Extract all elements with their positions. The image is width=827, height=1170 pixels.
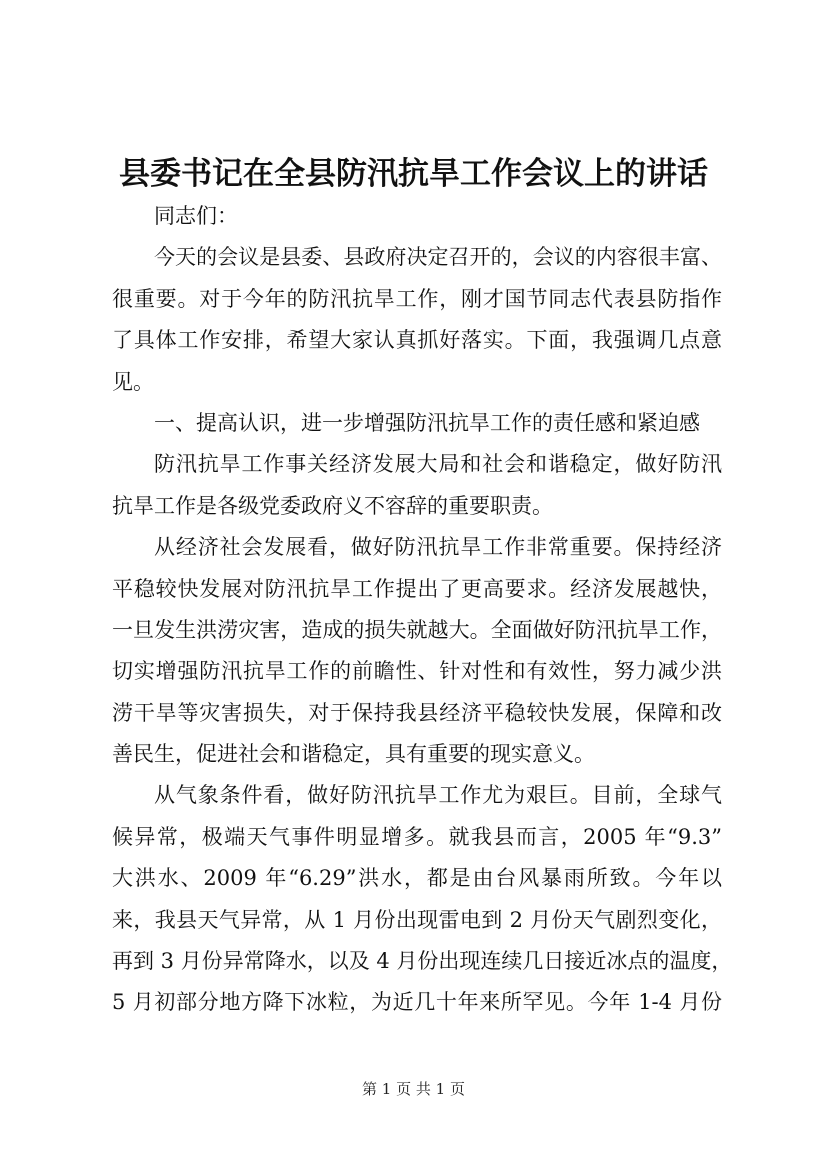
paragraph-line: 今天的会议是县委、县政府决定召开的，会议的内容很丰富、 — [154, 245, 722, 270]
salutation-line: 同志们： — [154, 204, 238, 228]
paragraph-line: 抗旱工作是各级党委政府义不容辞的重要职责。 — [112, 493, 553, 518]
paragraph-line: 候异常，极端天气事件明显增多。就我县而言，2005 年“9.3” — [112, 824, 722, 849]
paragraph-line: 从经济社会发展看，做好防汛抗旱工作非常重要。保持经济 — [154, 535, 722, 560]
paragraph-line: 5 月初部分地方降下冰粒，为近几十年来所罕见。今年 1-4 月份 — [112, 990, 722, 1015]
paragraph-line: 来，我县天气异常，从 1 月份出现雷电到 2 月份天气剧烈变化， — [112, 907, 722, 932]
paragraph-line: 平稳较快发展对防汛抗旱工作提出了更高要求。经济发展越快， — [112, 576, 722, 601]
document-body — [112, 196, 733, 1024]
paragraph-line: 善民生，促进社会和谐稳定，具有重要的现实意义。 — [112, 742, 595, 767]
paragraph-line: 从气象条件看，做好防汛抗旱工作尤为艰巨。目前，全球气 — [154, 783, 722, 808]
section-heading: 一、提高认识，进一步增强防汛抗旱工作的责任感和紧迫感 — [154, 410, 700, 435]
paragraph-line: 切实增强防汛抗旱工作的前瞻性、针对性和有效性，努力减少洪 — [112, 659, 722, 684]
paragraph-line: 防汛抗旱工作事关经济发展大局和社会和谐稳定，做好防汛 — [154, 452, 722, 477]
paragraph-line: 见。 — [112, 369, 154, 394]
paragraph-line: 大洪水、2009 年“6.29”洪水，都是由台风暴雨所致。今年以 — [112, 866, 722, 891]
paragraph-line: 涝干旱等灾害损失，对于保持我县经济平稳较快发展，保障和改 — [112, 700, 722, 725]
paragraph-line: 一旦发生洪涝灾害，造成的损失就越大。全面做好防汛抗旱工作， — [112, 617, 722, 642]
page-number-footer: 第 1 页 共 1 页 — [362, 1080, 465, 1098]
document-title: 县委书记在全县防汛抗旱工作会议上的讲话 — [119, 156, 708, 192]
paragraph-line: 很重要。对于今年的防汛抗旱工作，刚才国节同志代表县防指作 — [112, 286, 722, 311]
paragraph-line: 再到 3 月份异常降水，以及 4 月份出现连续几日接近冰点的温度， — [112, 949, 733, 974]
paragraph-line: 了具体工作安排，希望大家认真抓好落实。下面，我强调几点意 — [112, 328, 722, 353]
